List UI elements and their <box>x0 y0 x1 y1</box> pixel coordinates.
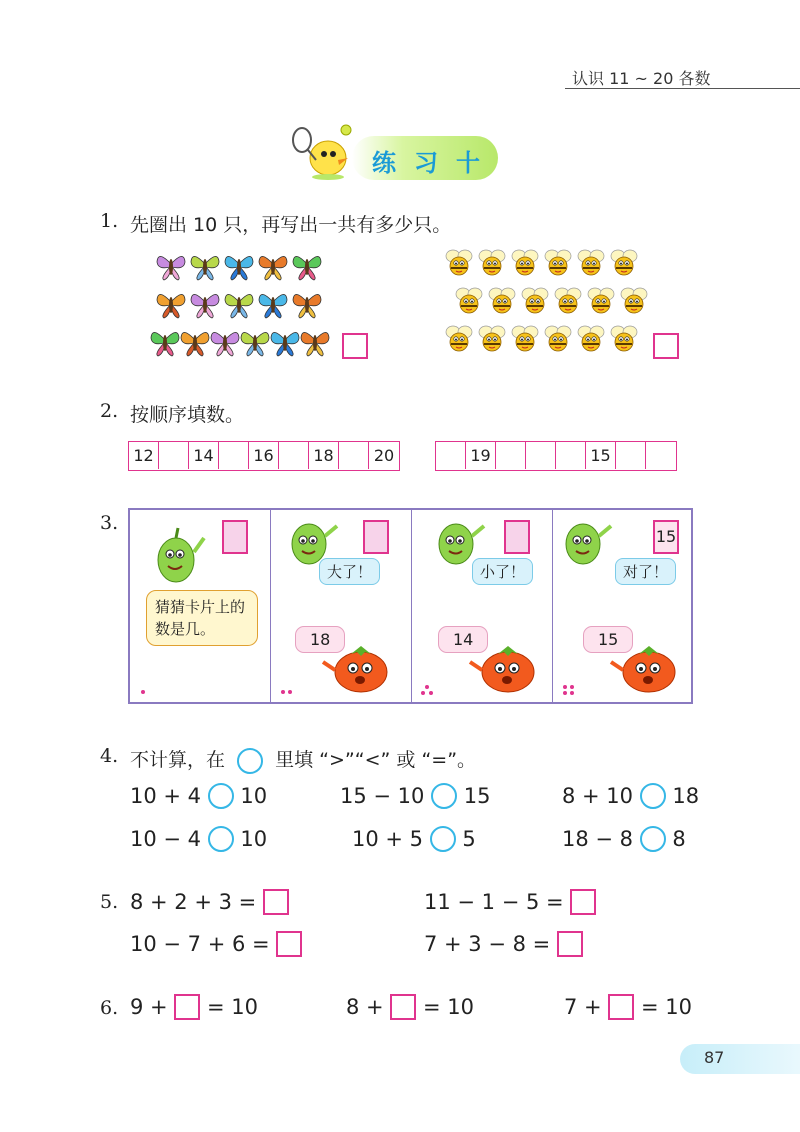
compare-item <box>130 783 267 809</box>
q1-answer-box-2[interactable] <box>653 333 679 359</box>
panel-4 <box>553 510 694 702</box>
compare-circle[interactable] <box>208 783 234 809</box>
answer-box[interactable] <box>263 889 289 915</box>
calc-item <box>130 931 302 957</box>
sequence-cell[interactable] <box>279 442 309 469</box>
compare-circle[interactable] <box>431 783 457 809</box>
bee-icon <box>477 324 507 354</box>
compare-left: 8 + 10 <box>562 784 634 808</box>
butterfly-icon <box>188 248 222 282</box>
card-box[interactable] <box>222 520 248 554</box>
bee-icon <box>586 286 616 316</box>
butterfly-icon <box>178 324 212 358</box>
q4-text-after: 里填 “>”“<” 或 “=”。 <box>275 749 477 771</box>
calc-item <box>130 889 289 915</box>
page-title: 练习十 <box>372 149 498 177</box>
q2-text: 按顺序填数。 <box>130 404 245 426</box>
sequence-cell[interactable] <box>436 442 466 469</box>
compare-circle[interactable] <box>430 826 456 852</box>
panel-3 <box>412 510 553 702</box>
sum-text: = 10 <box>207 995 259 1019</box>
calc-item <box>424 889 596 915</box>
compare-right: 18 <box>672 784 700 808</box>
sum-text: = 10 <box>423 995 475 1019</box>
butterfly-icon <box>290 286 324 320</box>
guess-bubble: 14 <box>438 626 488 653</box>
reply-bubble: 小了！ <box>472 558 533 585</box>
compare-right: 15 <box>463 784 491 808</box>
compare-circle[interactable] <box>640 783 666 809</box>
pepper-character-icon <box>557 514 615 570</box>
chick-tennis-icon <box>288 120 358 182</box>
card-box[interactable] <box>504 520 530 554</box>
guess-card-panels <box>128 508 693 704</box>
answer-box[interactable] <box>390 994 416 1020</box>
intro-speech-bubble: 猜猜卡片上的数是几。 <box>146 590 258 646</box>
missing-addend-item <box>346 994 474 1020</box>
sequence-cell[interactable] <box>339 442 369 469</box>
sequence-cell[interactable] <box>159 442 189 469</box>
sum-text: = 10 <box>641 995 693 1019</box>
sequence-cell[interactable]: 14 <box>189 442 219 469</box>
compare-circle[interactable] <box>640 826 666 852</box>
bee-icon <box>553 286 583 316</box>
sequence-cell[interactable]: 20 <box>373 446 395 465</box>
q1-answer-box-1[interactable] <box>342 333 368 359</box>
compare-left: 15 − 10 <box>340 784 425 808</box>
calc-expression: 10 − 7 + 6 = <box>130 932 270 956</box>
pepper-character-icon <box>148 522 206 586</box>
bee-icon <box>477 248 507 278</box>
sequence-cell[interactable]: 18 <box>309 442 339 469</box>
compare-circle-sample <box>237 748 263 774</box>
calc-expression: 7 + 3 − 8 = <box>424 932 551 956</box>
bee-group <box>444 248 649 366</box>
bee-icon <box>444 324 474 354</box>
q6-number: 6. <box>100 997 119 1019</box>
compare-circle[interactable] <box>208 826 234 852</box>
butterfly-icon <box>148 324 182 358</box>
bee-icon <box>619 286 649 316</box>
compare-item <box>562 826 686 852</box>
q5-number: 5. <box>100 891 119 913</box>
tomato-character-icon <box>321 640 397 696</box>
sequence-cell[interactable]: 12 <box>129 442 159 469</box>
butterfly-icon <box>238 324 272 358</box>
tomato-character-icon <box>609 640 685 696</box>
calc-item <box>424 931 583 957</box>
addend-text: 9 + <box>130 995 168 1019</box>
compare-right: 10 <box>240 784 268 808</box>
q4-instruction <box>130 745 476 774</box>
guess-bubble: 18 <box>295 626 345 653</box>
compare-item <box>352 826 476 852</box>
sequence-cell[interactable] <box>646 442 676 469</box>
header-divider <box>565 88 800 89</box>
compare-item <box>562 783 699 809</box>
q1-number: 1. <box>100 210 119 232</box>
bee-icon <box>444 248 474 278</box>
sequence-cell[interactable] <box>496 442 526 469</box>
missing-addend-item <box>564 994 692 1020</box>
compare-right: 5 <box>462 827 476 851</box>
bee-icon <box>510 248 540 278</box>
butterfly-icon <box>222 286 256 320</box>
sequence-cell[interactable]: 16 <box>249 442 279 469</box>
answer-box[interactable] <box>608 994 634 1020</box>
missing-addend-item <box>130 994 258 1020</box>
compare-left: 10 − 4 <box>130 827 202 851</box>
bee-icon <box>543 248 573 278</box>
q4-text-before: 不计算，在 <box>130 749 226 771</box>
panel-1 <box>130 510 271 702</box>
compare-left: 10 + 5 <box>352 827 424 851</box>
sequence-cell[interactable] <box>556 442 586 469</box>
reply-bubble: 大了！ <box>319 558 380 585</box>
guess-bubble: 15 <box>583 626 633 653</box>
panel-2 <box>271 510 412 702</box>
sequence-cell[interactable]: 19 <box>466 442 496 469</box>
q1-text: 先圈出 10 只，再写出一共有多少只。 <box>130 214 452 236</box>
q3-number: 3. <box>100 512 119 534</box>
q2-number: 2. <box>100 400 119 422</box>
card-box[interactable] <box>363 520 389 554</box>
answer-box[interactable] <box>557 931 583 957</box>
answer-box[interactable] <box>174 994 200 1020</box>
bee-icon <box>576 248 606 278</box>
page-number: 87 <box>704 1048 725 1067</box>
compare-right: 8 <box>672 827 686 851</box>
butterfly-icon <box>188 286 222 320</box>
butterfly-icon <box>256 286 290 320</box>
butterfly-icon <box>208 324 242 358</box>
compare-item <box>130 826 267 852</box>
page-number-tab <box>680 1044 800 1074</box>
butterfly-icon <box>222 248 256 282</box>
bee-icon <box>520 286 550 316</box>
butterfly-group <box>148 248 338 366</box>
answer-box[interactable] <box>276 931 302 957</box>
section-header: 认识 11 ~ 20 各数 <box>572 69 711 88</box>
sequence-cell[interactable]: 15 <box>586 442 616 469</box>
calc-expression: 8 + 2 + 3 = <box>130 890 257 914</box>
sequence-row-1 <box>128 441 400 471</box>
q4-number: 4. <box>100 745 119 767</box>
sequence-cell[interactable] <box>219 442 249 469</box>
butterfly-icon <box>290 248 324 282</box>
answer-box[interactable] <box>570 889 596 915</box>
bee-icon <box>487 286 517 316</box>
bee-icon <box>576 324 606 354</box>
bee-icon <box>454 286 484 316</box>
compare-item <box>340 783 491 809</box>
butterfly-icon <box>154 248 188 282</box>
addend-text: 7 + <box>564 995 602 1019</box>
calc-expression: 11 − 1 − 5 = <box>424 890 564 914</box>
compare-left: 10 + 4 <box>130 784 202 808</box>
bee-icon <box>609 248 639 278</box>
butterfly-icon <box>154 286 188 320</box>
addend-text: 8 + <box>346 995 384 1019</box>
compare-right: 10 <box>240 827 268 851</box>
reply-bubble: 对了！ <box>615 558 676 585</box>
card-box[interactable]: 15 <box>653 520 679 554</box>
butterfly-icon <box>298 324 332 358</box>
tomato-character-icon <box>468 640 544 696</box>
compare-left: 18 − 8 <box>562 827 634 851</box>
sequence-row-2 <box>435 441 677 471</box>
bee-icon <box>510 324 540 354</box>
sequence-cell[interactable] <box>526 442 556 469</box>
sequence-cell[interactable] <box>616 442 646 469</box>
butterfly-icon <box>256 248 290 282</box>
bee-icon <box>609 324 639 354</box>
butterfly-icon <box>268 324 302 358</box>
bee-icon <box>543 324 573 354</box>
